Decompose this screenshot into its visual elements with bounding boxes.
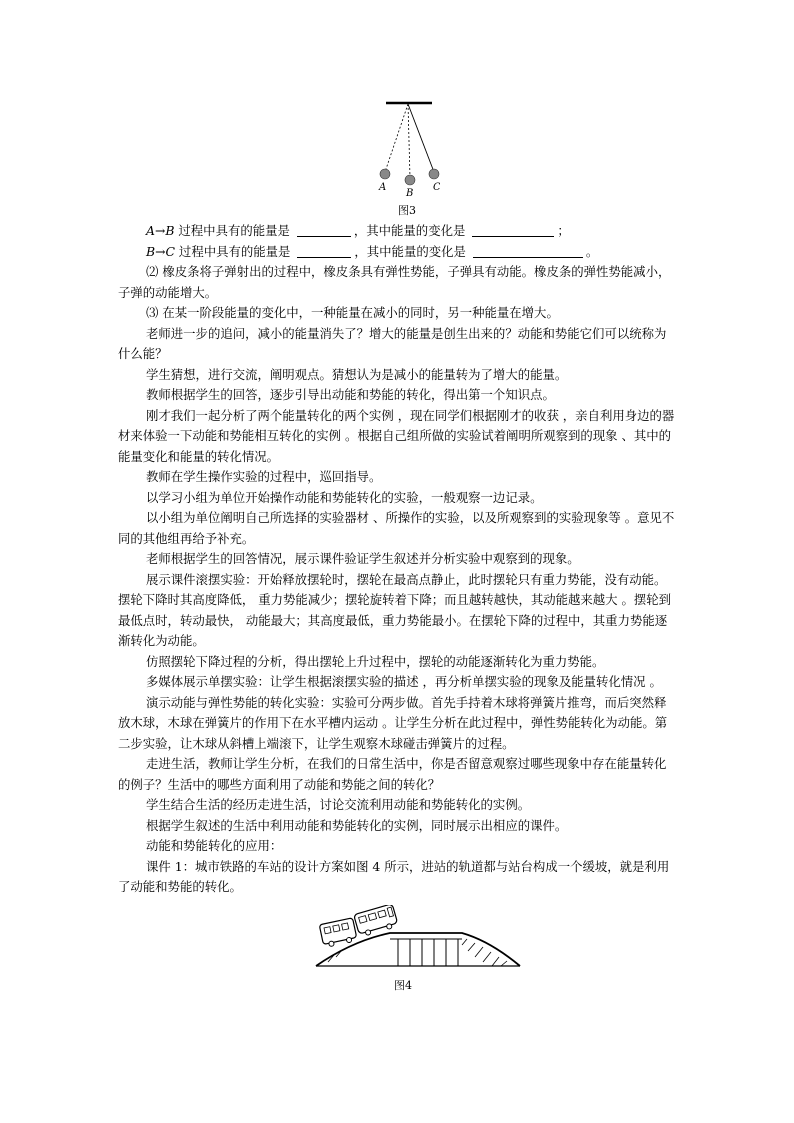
paragraph: 刚才我们一起分析了两个能量转化的两个实例 ，现在同学们根据刚才的收获 ，亲自利用身边的器材来体验一下动能和势能相互转化的实例 。根据自己组所做的实验试着阐明所观察到的现象 、其中的能量变化和能量的转化情况。: [118, 407, 675, 464]
paragraph: 课件 1：城市铁路的车站的设计方案如图 4 所示，进站的轨道都与站台构成一个缓坡，就是利用了动能和势能的转化。: [118, 858, 670, 894]
label-c: C: [433, 182, 440, 193]
label-a: A: [379, 182, 387, 193]
figure-4-caption: 图4: [394, 979, 412, 992]
string-c: [408, 104, 434, 172]
answer-blank: [472, 224, 554, 237]
slope-hatching: [328, 939, 507, 966]
train-car-rear: [319, 918, 357, 948]
paragraph: ⑵ 橡皮条将子弹射出的过程中，橡皮条具有弹性势能，子弹具有动能。橡皮条的弹性势能减小，子弹的动能增大。: [118, 264, 671, 300]
qa-text: ，其中能量的变化是: [353, 223, 470, 238]
string-a: [385, 104, 408, 172]
ball-a: [380, 169, 390, 179]
string-b: [408, 104, 410, 178]
paragraph: 仿照摆轮下降过程的分析，得出摆轮上升过程中，摆轮的动能逐渐转化为重力势能。: [146, 653, 605, 669]
qa-text: 过程中具有的能量是: [174, 243, 295, 259]
figure-3-pendulum: [370, 98, 440, 208]
paragraph: 教师根据学生的回答，逐步引导出动能和势能的转化，得出第一个知识点。: [146, 387, 555, 402]
paragraph: 以学习小组为单位开始操作动能和势能转化的实验，一般观察一边记录。: [146, 489, 543, 505]
arrow: →: [154, 223, 166, 238]
document-body: [118, 221, 678, 898]
paragraph: ⑶ 在某一阶段能量的变化中，一种能量在减小的同时，另一种能量在增大。: [146, 305, 559, 320]
answer-blank: [473, 245, 583, 258]
arrow: →: [155, 243, 166, 259]
paragraph: 展示课件滚摆实验：开始释放摆轮时，摆轮在最高点静止，此时摆轮只有重力势能，没有动能。摆轮下降时其高度降低， 重力势能减少；摆轮旋转着下降；而且越转越快，其动能越来越大 。摆轮到最低点时，转动最快， 动能最大；其高度最低，重力势能最小。在摆轮下降的过程中，其重力势能逐渐转化为动能。: [118, 571, 672, 648]
paragraph: 多媒体展示单摆实验：让学生根据滚摆实验的描述 ，再分析单摆实验的现象及能量转化情况 。: [146, 674, 662, 689]
paragraph: 动能和势能转化的应用：: [146, 838, 283, 853]
point-b: B: [146, 243, 156, 259]
qa-text: 过程中具有的能量是: [174, 223, 294, 238]
paragraph: 教师在学生操作实验的过程中，巡回指导。: [146, 469, 382, 484]
qa-end: 。: [585, 243, 599, 259]
figure-4-station-track: [312, 905, 524, 975]
qa-text: ，其中能量的变化是: [354, 243, 470, 259]
point-c: C: [165, 243, 175, 259]
point-a: A: [146, 223, 155, 238]
label-b: B: [406, 188, 414, 199]
platform-pillars: [398, 939, 458, 966]
paragraph: 老师进一步的追问，减小的能量消失了？增大的能量是创生出来的？动能和势能它们可以统称为什么能？: [118, 325, 667, 361]
ball-c: [429, 169, 439, 179]
paragraph: 以小组为单位阐明自己所选择的实验器材 、所操作的实验，以及所观察到的实验现象等 。意见不同的其他组再给予补充。: [118, 510, 675, 546]
answer-blank: [297, 245, 351, 258]
ball-b: [405, 175, 415, 185]
figure-3-caption: 图3: [398, 204, 416, 217]
qa-line-ab: [118, 221, 678, 242]
paragraph: 老师根据学生的回答情况，展示课件验证学生叙述并分析实验中观察到的现象。: [146, 551, 580, 566]
paragraph: 演示动能与弹性势能的转化实验：实验可分两步做。首先手持着木球将弹簧片推弯，而后突然释放木球，木球在弹簧片的作用下在水平槽内运动 。让学生分析在此过程中，弹性势能转化为动能。第二步实验，让木球从斜槽上端滚下，让学生观察木球碰击弹簧片的过程。: [118, 694, 668, 751]
paragraph: 学生猜想，进行交流，阐明观点。猜想认为是减小的能量转为了增大的能量。: [146, 366, 568, 382]
paragraph: 走进生活，教师让学生分析，在我们的日常生活中，你是否留意观察过哪些现象中存在能量转化的例子？生活中的哪些方面利用了动能和势能之间的转化？: [118, 756, 667, 792]
point-b: B: [165, 223, 175, 238]
paragraph: 学生结合生活的经历走进生活，讨论交流利用动能和势能转化的实例。: [146, 797, 531, 812]
paragraph: 根据学生叙述的生活中利用动能和势能转化的实例，同时展示出相应的课件。: [146, 817, 568, 833]
qa-line-bc: [118, 242, 678, 263]
answer-blank: [297, 224, 351, 237]
qa-end: ；: [557, 223, 570, 238]
